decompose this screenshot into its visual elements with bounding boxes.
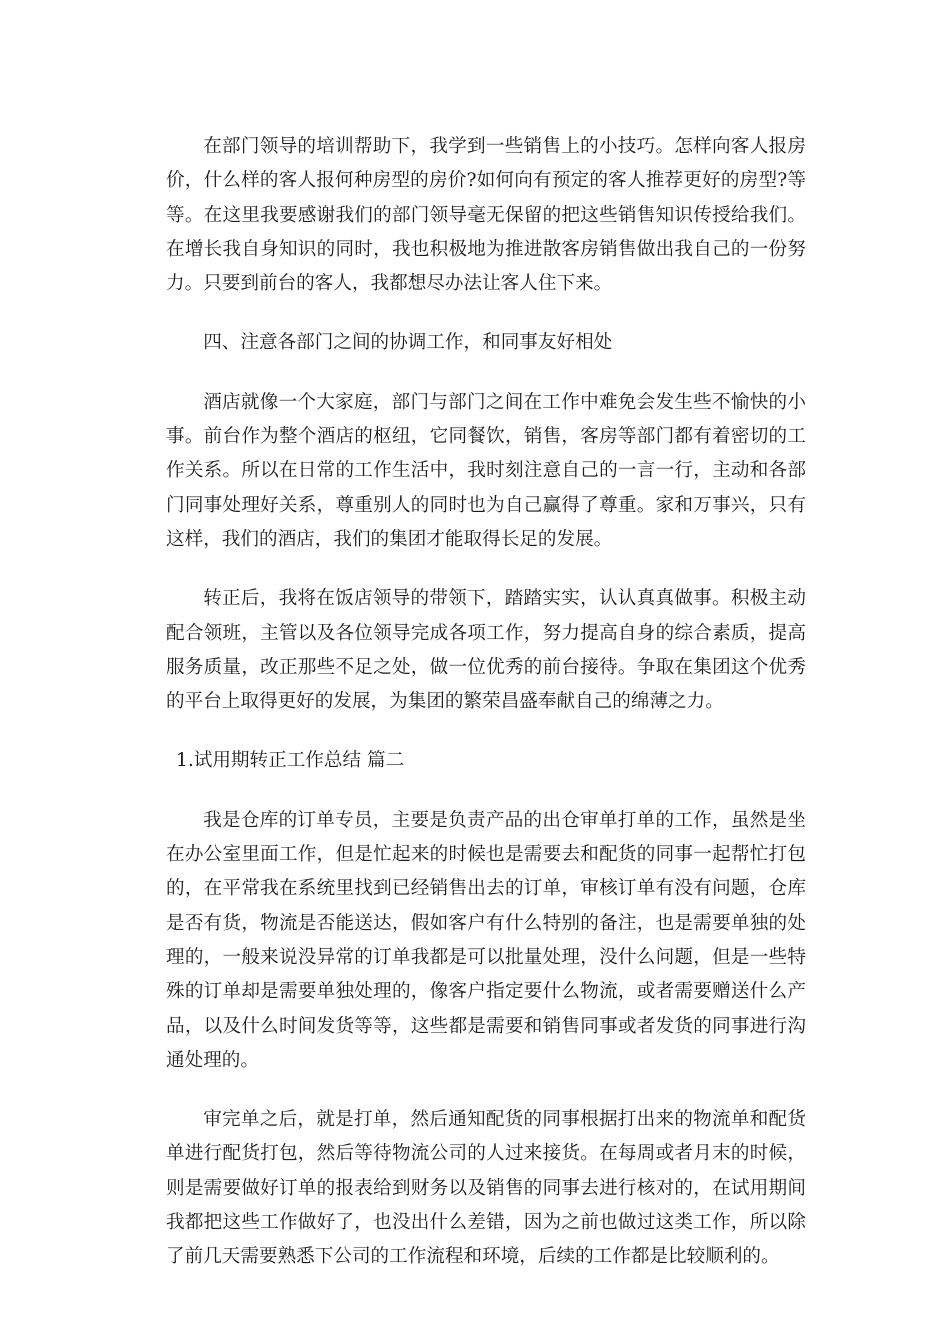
paragraph-order-specialist: 我是仓库的订单专员，主要是负责产品的出仓审单打单的工作，虽然是坐在办公室里面工作，但是忙起来的时候也是需要去和配货的同事一起帮忙打包的，在平常我在系统里找到已经销售出去的订单，审核订单有没有问题，仓库是否有货，物流是否能送达，假如客户有什么特别的备注，也是需要单独的处理的，一般来说没异常的订单我都是可以批量处理，没什么问题，但是一些特殊的订单却是需要单独处理的，像客户指定要什么物流，或者需要赠送什么产品，以及什么时间发货等等，这些都是需要和销售同事或者发货的同事进行沟通处理的。 bbox=[166, 809, 806, 1071]
section-heading-part-two: 1.试用期转正工作总结 篇二 bbox=[176, 750, 405, 772]
document-page bbox=[166, 130, 806, 1300]
section-heading-coordination: 四、注意各部门之间的协调工作，和同事友好相处 bbox=[203, 332, 613, 354]
paragraph-hotel-family: 酒店就像一个大家庭，部门与部门之间在工作中难免会发生些不愉快的小事。前台作为整个酒店的枢纽，它同餐饮，销售，客房等部门都有着密切的工作关系。所以在日常的工作生活中，我时刻注意自己的一言一行，主动和各部门同事处理好关系，尊重别人的同时也为自己赢得了尊重。家和万事兴，只有这样，我们的酒店，我们的集团才能取得长足的发展。 bbox=[166, 391, 806, 550]
paragraph-after-review: 审完单之后，就是打单，然后通知配货的同事根据打出来的物流单和配货单进行配货打包，然后等待物流公司的人过来接货。在每周或者月末的时候，则是需要做好订单的报表给到财务以及销售的同事去进行核对的，在试用期间我都把这些工作做好了，也没出什么差错，因为之前也做过这类工作，所以除了前几天需要熟悉下公司的工作流程和环境，后续的工作都是比较顺利的。 bbox=[166, 1109, 806, 1268]
paragraph-after-probation: 转正后，我将在饭店领导的带领下，踏踏实实，认认真真做事。积极主动配合领班，主管以及各位领导完成各项工作，努力提高自身的综合素质，提高服务质量，改正那些不足之处，做一位优秀的前台接待。争取在集团这个优秀的平台上取得更好的发展，为集团的繁荣昌盛奉献自己的绵薄之力。 bbox=[166, 588, 806, 713]
paragraph-sales-skills: 在部门领导的培训帮助下，我学到一些销售上的小技巧。怎样向客人报房价，什么样的客人报何种房型的房价?如何向有预定的客人推荐更好的房型?等等。在这里我要感谢我们的部门领导毫无保留的把这些销售知识传授给我们。在增长我自身知识的同时，我也积极地为推进散客房销售做出我自己的一份努力。只要到前台的客人，我都想尽办法让客人住下来。 bbox=[166, 136, 806, 295]
